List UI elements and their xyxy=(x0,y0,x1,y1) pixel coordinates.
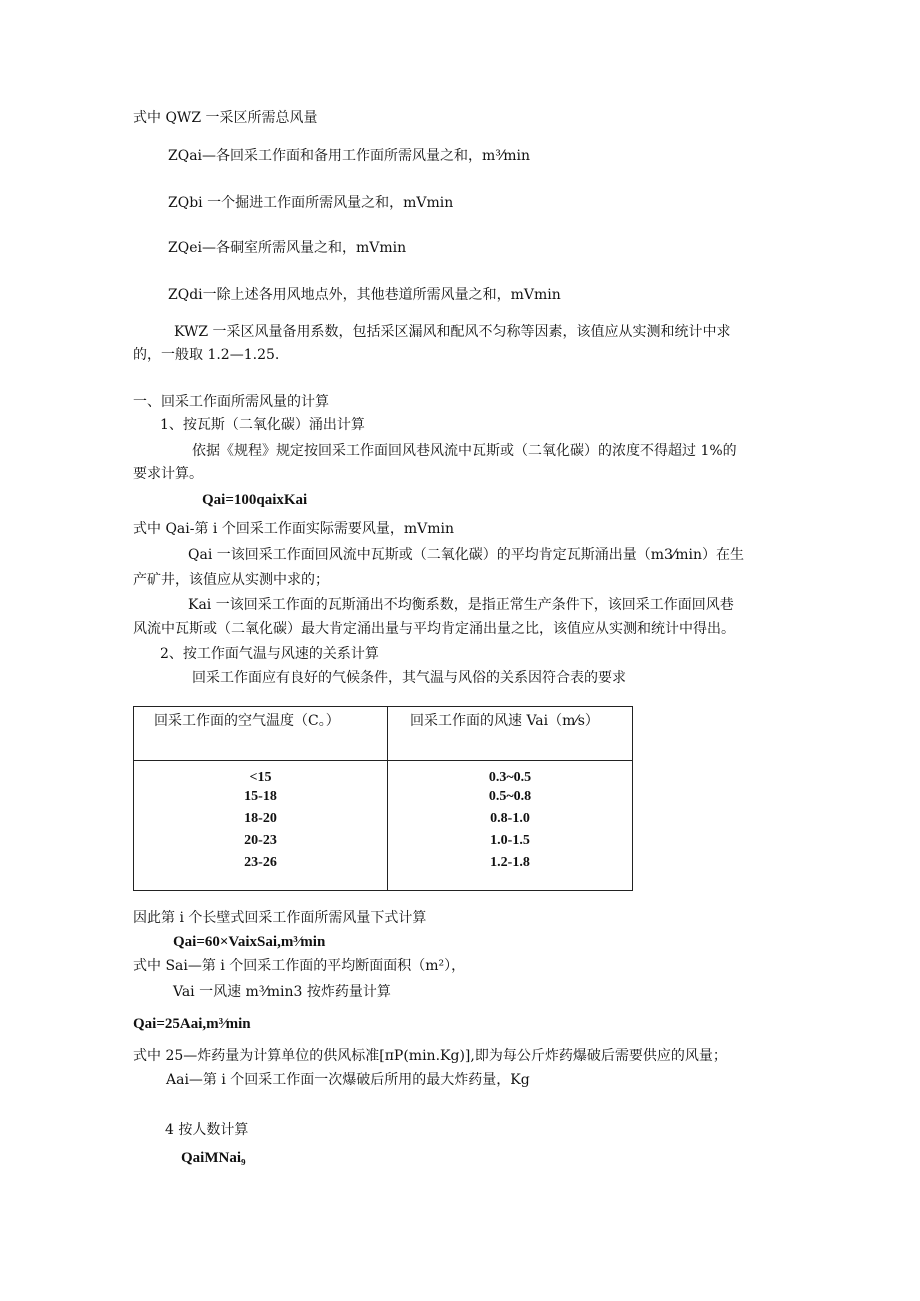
formula: Qai=100qaixKai xyxy=(202,492,308,508)
temperature-column xyxy=(134,761,388,891)
subsection-heading: 2、按工作面气温与风速的关系计算 xyxy=(160,646,379,662)
table-cell: 1.0-1.5 xyxy=(490,833,530,848)
text-line: Kai 一该回采工作面的瓦斯涌出不均衡系数，是指正常生产条件下，该回采工作面回风巷 xyxy=(188,597,734,613)
table-cell: 18-20 xyxy=(244,811,277,826)
table-cell: 0.8-1.0 xyxy=(490,811,530,826)
text-line: 因此第 i 个长壁式回采工作面所需风量下式计算 xyxy=(133,910,427,926)
text-line: 式中 25—炸药量为计算单位的供风标准[πP(min.Kg)],即为每公斤炸药爆破后需要供应的风量； xyxy=(133,1048,727,1064)
text-line: 要求计算。 xyxy=(133,466,203,482)
table-cell: <15 xyxy=(249,770,272,785)
formula: Qai=25Aai,m³⁄min xyxy=(133,1016,251,1032)
table-cell: 0.5~0.8 xyxy=(488,789,532,804)
text-line: Aai—第 i 个回采工作面一次爆破后所用的最大炸药量，Kg xyxy=(166,1072,530,1088)
table-cell: 1.2-1.8 xyxy=(490,855,530,870)
text-line: ZQdi一除上述各用风地点外，其他巷道所需风量之和，mVmin xyxy=(168,287,561,303)
text-line: Vai 一风速 m³⁄min3 按炸药量计算 xyxy=(173,984,391,1000)
table-cell: 20-23 xyxy=(244,833,277,848)
table-header-temperature: 回采工作面的空气温度（C。） xyxy=(134,707,388,761)
table-cell: 0.3~0.5 xyxy=(488,770,532,785)
temperature-windspeed-table xyxy=(133,706,633,891)
subsection-heading: 1、按瓦斯（二氧化碳）涌出计算 xyxy=(160,417,365,433)
formula: Qai=60×VaixSai,m³⁄min xyxy=(173,934,326,950)
text-line: ZQei—各硐室所需风量之和，mVmin xyxy=(168,240,407,256)
text-line: 风流中瓦斯或（二氧化碳）最大肯定涌出量与平均肯定涌出量之比，该值应从实测和统计中得出。 xyxy=(133,621,735,637)
subsection-heading: 4 按人数计算 xyxy=(165,1122,249,1138)
text-line: KWZ 一采区风量备用系数，包括采区漏风和配风不匀称等因素，该值应从实测和统计中求 xyxy=(174,324,731,340)
text-line: ZQbi 一个掘进工作面所需风量之和，mVmin xyxy=(168,195,454,211)
table-cell: 15-18 xyxy=(244,789,277,804)
text-line: 依据《规程》规定按回采工作面回风巷风流中瓦斯或（二氧化碳）的浓度不得超过 1%的 xyxy=(192,443,737,459)
text-line: Qai 一该回采工作面回风流中瓦斯或（二氧化碳）的平均肯定瓦斯涌出量（m3⁄min）在生 xyxy=(188,547,745,563)
text-line: 式中 Qai-第 i 个回采工作面实际需要风量，mVmin xyxy=(133,521,455,537)
text-line: 产矿井，该值应从实测中求的； xyxy=(133,572,329,588)
text-line: 的，一般取 1.2—1.25. xyxy=(133,347,280,363)
formula: QaiMNai₉ xyxy=(181,1150,246,1166)
table-cell: 23-26 xyxy=(244,855,277,870)
section-heading: 一、回采工作面所需风量的计算 xyxy=(133,394,329,410)
text-line: 回采工作面应有良好的气候条件，其气温与风俗的关系因符合表的要求 xyxy=(192,670,626,686)
text-line: 式中 Sai—第 i 个回采工作面的平均断面面积（m²）， xyxy=(133,958,466,974)
text-line: ZQai—各回采工作面和备用工作面所需风量之和，m³⁄min xyxy=(168,148,531,164)
text-line: 式中 QWZ 一采区所需总风量 xyxy=(133,110,318,126)
table-header-windspeed: 回采工作面的风速 Vai（m⁄s） xyxy=(388,707,633,761)
windspeed-column xyxy=(388,761,633,891)
